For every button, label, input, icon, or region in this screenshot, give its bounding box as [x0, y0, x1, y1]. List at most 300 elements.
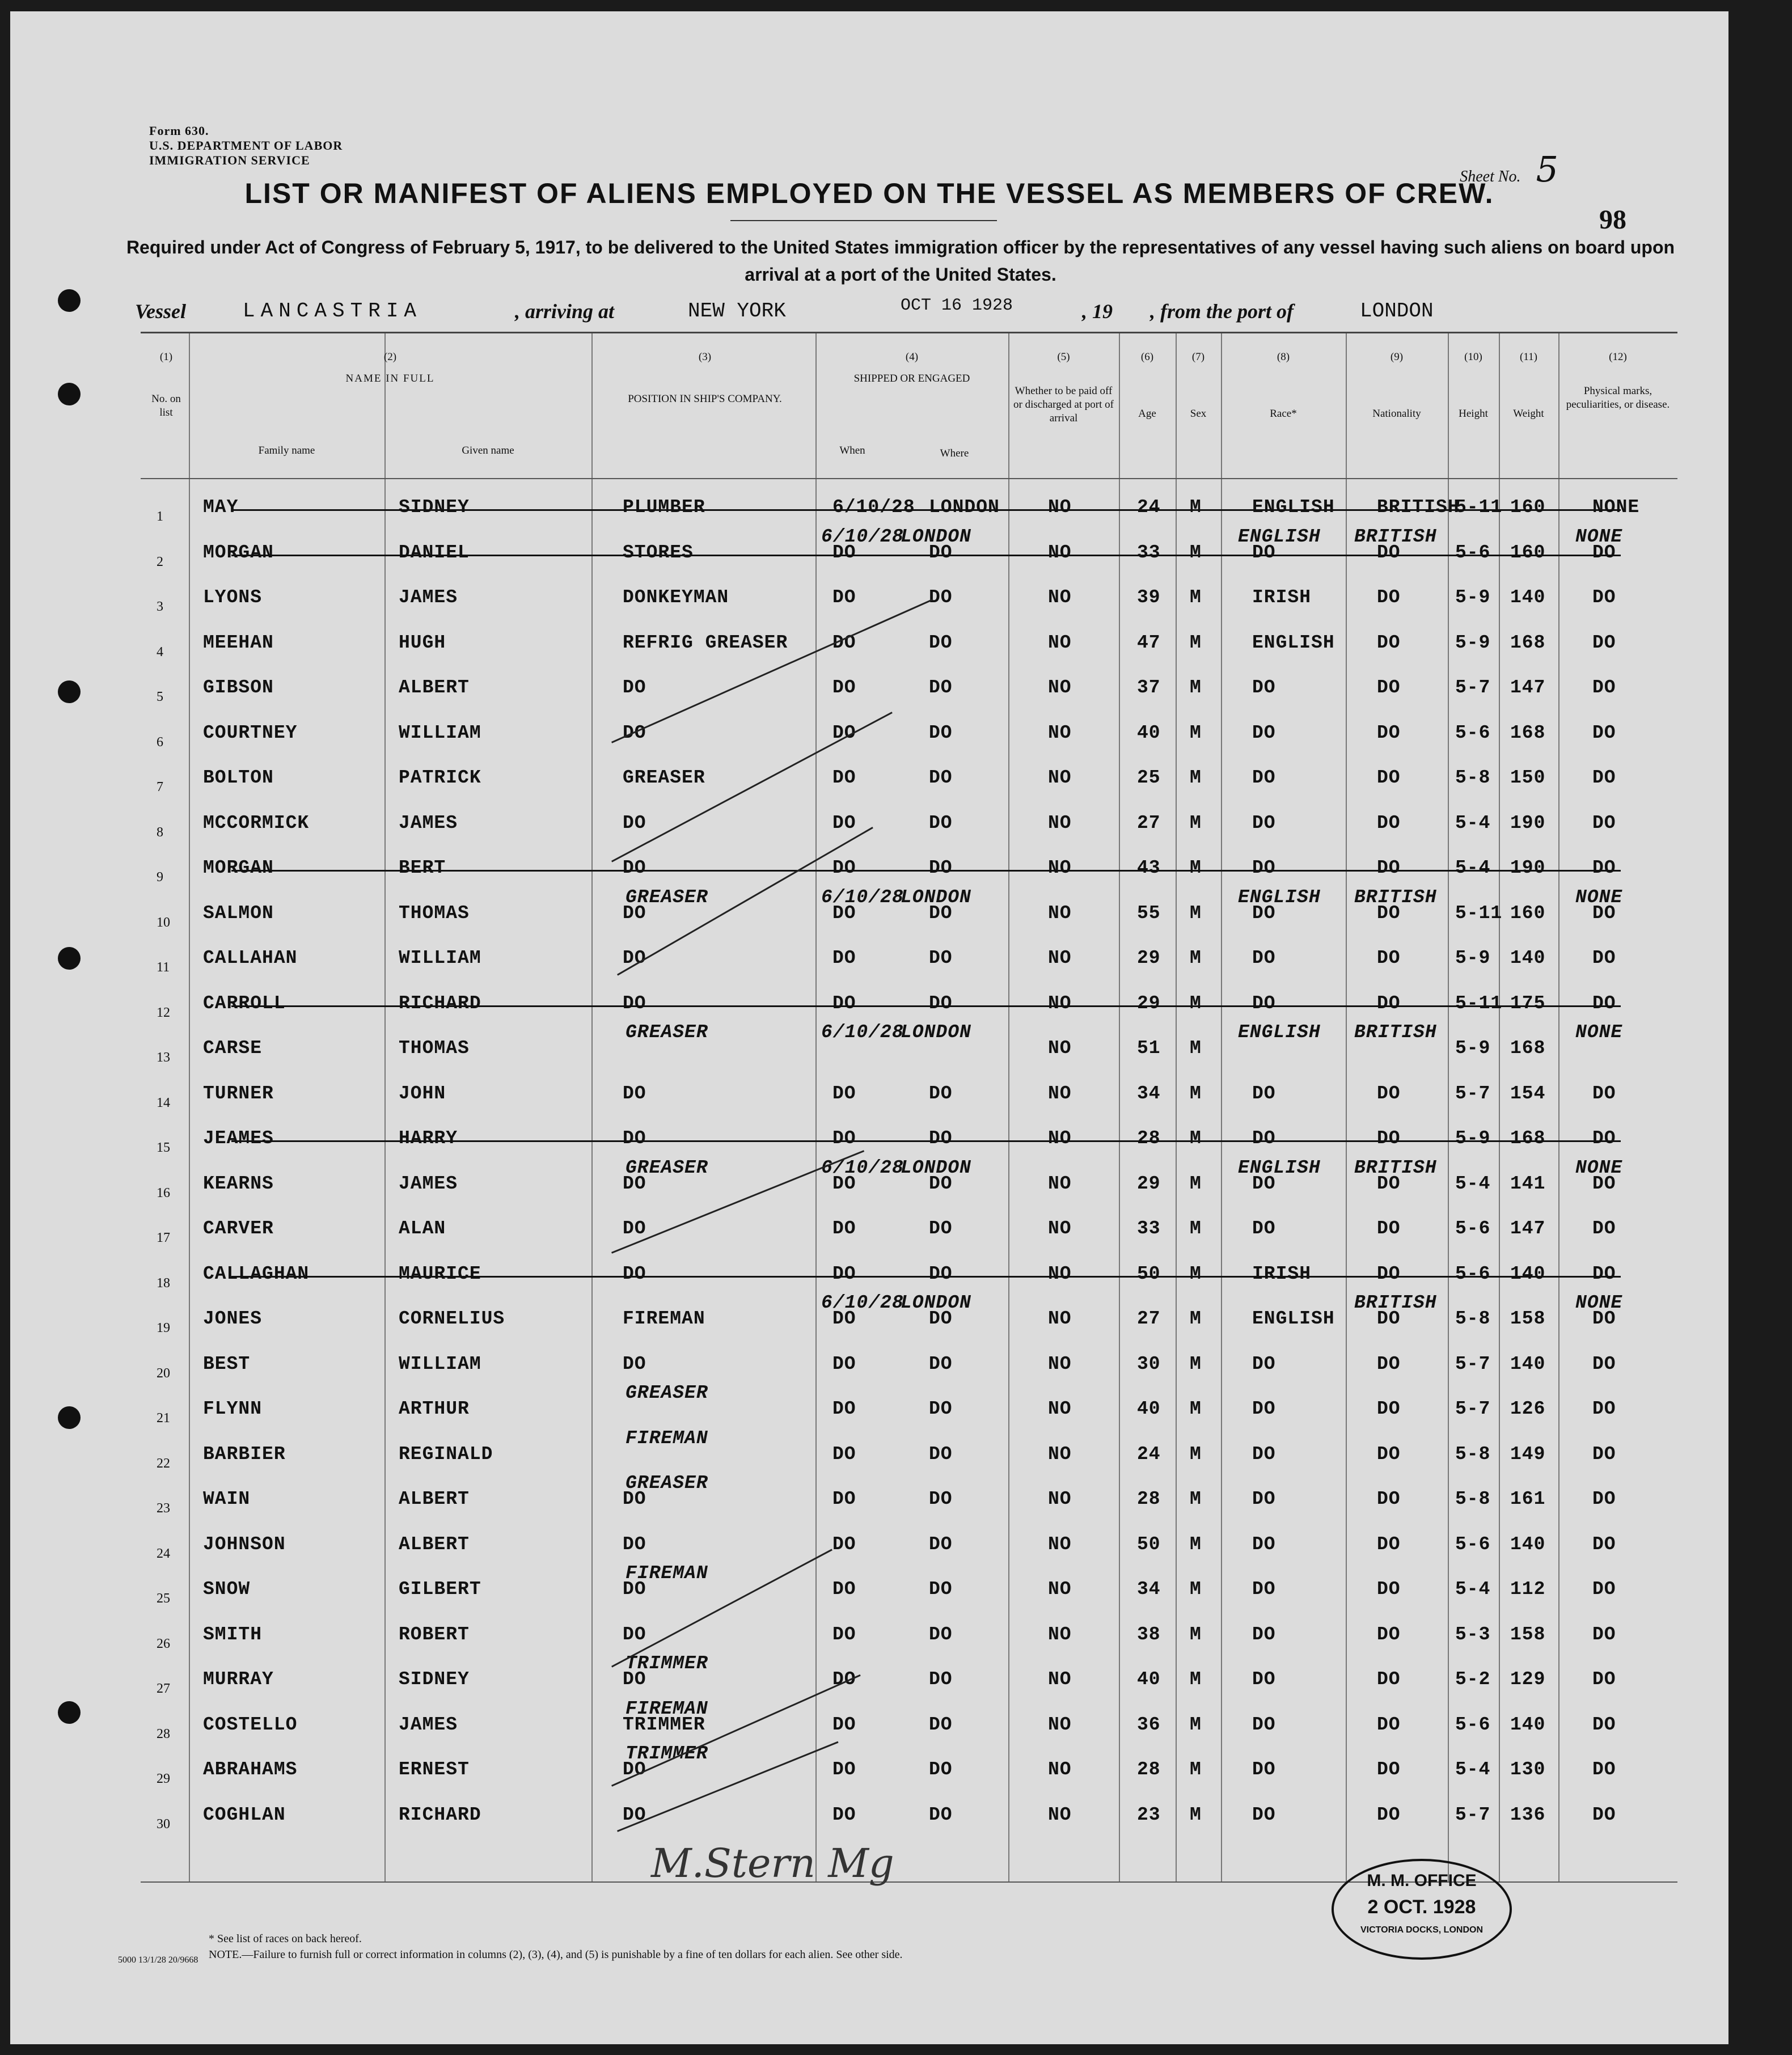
height: 5-6 — [1455, 542, 1491, 563]
row-number: 6 — [157, 734, 163, 750]
physical-marks: DO — [1592, 1579, 1616, 1600]
handwritten-where: LONDON — [901, 1022, 971, 1043]
given-name: WILLIAM — [399, 1353, 481, 1375]
handwritten-where: LONDON — [901, 1157, 971, 1178]
paid-off: NO — [1048, 1533, 1072, 1555]
handwritten-position: GREASER — [625, 1382, 708, 1403]
weight: 175 — [1510, 992, 1546, 1014]
shipped-where: DO — [929, 948, 953, 969]
vessel-label: Vessel — [135, 300, 186, 323]
form-header — [149, 124, 343, 168]
position: DO — [623, 1263, 646, 1284]
race: DO — [1252, 857, 1276, 878]
from-label: , from the port of — [1150, 300, 1294, 323]
crew-table — [141, 332, 1677, 1883]
shipped-when: DO — [832, 902, 856, 924]
race: DO — [1252, 1714, 1276, 1735]
weight: 158 — [1510, 1623, 1546, 1645]
age: 33 — [1137, 1218, 1161, 1239]
year-label: , 19 — [1082, 300, 1113, 323]
given-name: WILLIAM — [399, 722, 481, 743]
nationality: DO — [1377, 587, 1401, 608]
table-row — [141, 1343, 1677, 1389]
weight: 140 — [1510, 948, 1546, 969]
nationality: DO — [1377, 857, 1401, 878]
row-number: 13 — [157, 1050, 170, 1065]
shipped-where: DO — [929, 857, 953, 878]
col-number: (7) — [1191, 351, 1205, 363]
given-name: REGINALD — [399, 1443, 493, 1465]
race: DO — [1252, 1398, 1276, 1419]
family-name: CARROLL — [203, 992, 286, 1014]
race: IRISH — [1252, 587, 1312, 608]
punch-hole — [58, 289, 81, 312]
height: 5-7 — [1455, 1353, 1491, 1375]
punch-hole — [58, 680, 81, 703]
service: IMMIGRATION SERVICE — [149, 153, 310, 167]
nationality: DO — [1377, 1669, 1401, 1690]
family-name: MURRAY — [203, 1669, 274, 1690]
age: 23 — [1137, 1804, 1161, 1825]
position: TRIMMER — [623, 1714, 705, 1735]
family-name: CARVER — [203, 1218, 274, 1239]
row-number: 1 — [157, 509, 163, 524]
weight: 168 — [1510, 1128, 1546, 1149]
nationality: DO — [1377, 632, 1401, 653]
family-name: COSTELLO — [203, 1714, 298, 1735]
age: 28 — [1137, 1759, 1161, 1780]
table-row — [141, 1698, 1677, 1749]
paid-off: NO — [1048, 1308, 1072, 1329]
handwritten-position: GREASER — [625, 1157, 708, 1178]
given-name: CORNELIUS — [399, 1308, 505, 1329]
handwritten-nationality: BRITISH — [1354, 1022, 1437, 1043]
given-name: JAMES — [399, 812, 458, 834]
height: 5-4 — [1455, 1759, 1491, 1780]
paid-off: NO — [1048, 1443, 1072, 1465]
shipped-where: DO — [929, 1669, 953, 1690]
family-name-header: Family name — [258, 445, 315, 456]
weight: 126 — [1510, 1398, 1546, 1419]
age: 50 — [1137, 1263, 1161, 1284]
position: DO — [623, 1669, 646, 1690]
given-name: JAMES — [399, 587, 458, 608]
table-row — [141, 1563, 1677, 1614]
table-row — [141, 937, 1677, 983]
paid-off: NO — [1048, 1489, 1072, 1509]
paid-off: NO — [1048, 1669, 1072, 1690]
race: DO — [1252, 992, 1276, 1014]
race: DO — [1252, 1218, 1276, 1239]
nationality: DO — [1377, 1263, 1401, 1284]
page-title: LIST OR MANIFEST OF ALIENS EMPLOYED ON THE VESSEL AS MEMBERS OF CREW. — [244, 177, 1494, 209]
physical-marks: DO — [1592, 1218, 1616, 1239]
position: DO — [623, 902, 646, 924]
paid-off: NO — [1048, 1353, 1072, 1375]
physical-marks: DO — [1592, 1353, 1616, 1375]
row-number: 8 — [157, 824, 163, 840]
handwritten-position: GREASER — [625, 1022, 708, 1043]
weight: 154 — [1510, 1083, 1546, 1104]
age: 34 — [1137, 1083, 1161, 1104]
sex: M — [1190, 857, 1202, 878]
physical-marks: DO — [1592, 1443, 1616, 1465]
age: 28 — [1137, 1128, 1161, 1149]
position: DO — [623, 1489, 646, 1509]
family-name: SMITH — [203, 1623, 263, 1645]
sex: M — [1190, 1038, 1202, 1059]
height: 5-7 — [1455, 677, 1491, 698]
weight: 150 — [1510, 767, 1546, 788]
sex: M — [1190, 1263, 1202, 1284]
table-row — [141, 526, 1677, 577]
position: DO — [623, 1623, 646, 1645]
handwritten-position: FIREMAN — [625, 1698, 708, 1719]
nationality: DO — [1377, 1353, 1401, 1375]
sex: M — [1190, 1759, 1202, 1780]
given-name: SIDNEY — [399, 497, 470, 518]
sex: M — [1190, 1353, 1202, 1375]
shipped-when: DO — [832, 767, 856, 788]
sex: M — [1190, 1083, 1202, 1104]
weight: 140 — [1510, 587, 1546, 608]
paid-off: NO — [1048, 1804, 1072, 1825]
height: 5-11 — [1455, 992, 1503, 1014]
col-paid-off-label: Whether to be paid off or discharged at port of arrival — [1013, 385, 1114, 424]
height: 5-8 — [1455, 767, 1491, 788]
table-row — [141, 1208, 1677, 1253]
height: 5-9 — [1455, 632, 1491, 653]
race: DO — [1252, 948, 1276, 969]
race: DO — [1252, 1623, 1276, 1645]
shipped-where: DO — [929, 1308, 953, 1329]
handwritten-nationality: BRITISH — [1354, 1157, 1437, 1178]
col-sex-label: Sex — [1190, 408, 1207, 420]
shipped-when: DO — [832, 1669, 856, 1690]
paid-off: NO — [1048, 992, 1072, 1014]
physical-marks: DO — [1592, 677, 1616, 698]
family-name: JOHNSON — [203, 1533, 286, 1555]
handwritten-when: 6/10/28 — [821, 1292, 904, 1313]
weight: 158 — [1510, 1308, 1546, 1329]
shipped-where: DO — [929, 587, 953, 608]
position: DO — [623, 1533, 646, 1555]
weight: 160 — [1510, 542, 1546, 563]
shipped-where: DO — [929, 722, 953, 743]
family-name: JEAMES — [203, 1128, 274, 1149]
handwritten-position: TRIMMER — [625, 1743, 708, 1764]
col-10-header — [1448, 350, 1499, 421]
height: 5-9 — [1455, 1038, 1491, 1059]
row-number: 27 — [157, 1681, 170, 1696]
family-name: CALLAHAN — [203, 948, 298, 969]
age: 40 — [1137, 1398, 1161, 1419]
sex: M — [1190, 1398, 1202, 1419]
position: PLUMBER — [623, 497, 705, 518]
position: DO — [623, 992, 646, 1014]
age: 37 — [1137, 677, 1161, 698]
shipped-where: DO — [929, 1128, 953, 1149]
paid-off: NO — [1048, 767, 1072, 788]
shipped-when: DO — [832, 1308, 856, 1329]
height: 5-9 — [1455, 587, 1491, 608]
race: DO — [1252, 1669, 1276, 1690]
shipped-where: DO — [929, 992, 953, 1014]
sex: M — [1190, 812, 1202, 834]
table-row — [141, 1653, 1677, 1704]
nationality: DO — [1377, 1128, 1401, 1149]
handwritten-when: 6/10/28 — [821, 886, 904, 908]
age: 34 — [1137, 1579, 1161, 1600]
given-name: DANIEL — [399, 542, 470, 563]
position: FIREMAN — [623, 1308, 705, 1329]
given-name: PATRICK — [399, 767, 481, 788]
arrival-date-stamp: OCT 16 1928 — [901, 296, 1013, 315]
physical-marks: DO — [1592, 1804, 1616, 1825]
shipped-when: DO — [832, 1173, 856, 1194]
shipped-where: LONDON — [929, 497, 1000, 518]
age: 24 — [1137, 1443, 1161, 1465]
weight: 130 — [1510, 1759, 1546, 1780]
title-rule — [730, 220, 997, 221]
position: DO — [623, 1804, 646, 1825]
shipped-where: DO — [929, 1804, 953, 1825]
height: 5-6 — [1455, 1714, 1491, 1735]
vessel-name: LANCASTRIA — [243, 299, 422, 323]
table-row — [141, 1524, 1677, 1569]
physical-marks: DO — [1592, 1759, 1616, 1780]
physical-marks: DO — [1592, 992, 1616, 1014]
row-number: 15 — [157, 1140, 170, 1155]
given-name: SIDNEY — [399, 1669, 470, 1690]
family-name: COGHLAN — [203, 1804, 286, 1825]
given-name: ARTHUR — [399, 1398, 470, 1419]
family-name: KEARNS — [203, 1173, 274, 1194]
family-name: BARBIER — [203, 1443, 286, 1465]
table-row — [141, 1743, 1677, 1794]
row-number: 22 — [157, 1456, 170, 1471]
sex: M — [1190, 902, 1202, 924]
family-name: MAY — [203, 497, 239, 518]
weight: 112 — [1510, 1579, 1546, 1600]
race: ENGLISH — [1252, 632, 1335, 653]
shipped-when: DO — [832, 1128, 856, 1149]
nationality: DO — [1377, 1308, 1401, 1329]
paid-off: NO — [1048, 1083, 1072, 1104]
row-number: 7 — [157, 780, 163, 794]
col-race-label: Race* — [1270, 408, 1297, 420]
physical-marks: DO — [1592, 1083, 1616, 1104]
position: DO — [623, 1759, 646, 1780]
shipped-when: DO — [832, 542, 856, 563]
handwritten-marks: NONE — [1575, 526, 1623, 547]
given-name: GILBERT — [399, 1579, 481, 1600]
physical-marks: DO — [1592, 632, 1616, 653]
race: DO — [1252, 1804, 1276, 1825]
shipped-where: DO — [929, 767, 953, 788]
handwritten-marks: NONE — [1575, 1022, 1623, 1043]
physical-marks: DO — [1592, 767, 1616, 788]
given-name: ERNEST — [399, 1759, 470, 1780]
manifest-sheet — [10, 11, 1728, 2044]
shipped-when: DO — [832, 587, 856, 608]
physical-marks: DO — [1592, 722, 1616, 743]
height: 5-7 — [1455, 1083, 1491, 1104]
shipped-when: DO — [832, 1443, 856, 1465]
weight: 141 — [1510, 1173, 1546, 1194]
nationality: DO — [1377, 1533, 1401, 1555]
weight: 140 — [1510, 1263, 1546, 1284]
family-name: COURTNEY — [203, 722, 298, 743]
sex: M — [1190, 1714, 1202, 1735]
shipped-when: DO — [832, 1489, 856, 1509]
col-no-label: No. on list — [151, 393, 181, 418]
col-number: (5) — [1057, 351, 1070, 363]
physical-marks: DO — [1592, 1714, 1616, 1735]
col-weight-label: Weight — [1513, 408, 1544, 420]
row-number: 18 — [157, 1275, 170, 1291]
page-subtitle: Required under Act of Congress of February 5, 1917, to be delivered to the United States immigration officer by the representatives of any vessel having such aliens on board upon arrival at a port of the United States. — [126, 237, 1675, 285]
footnote-penalty: NOTE.—Failure to furnish full or correct information in columns (2), (3), (4), and (5) is punishable by a fine of ten dollars for each alien. See other side. — [209, 1948, 903, 1961]
race: DO — [1252, 1533, 1276, 1555]
handwritten-position: FIREMAN — [625, 1563, 708, 1584]
weight: 161 — [1510, 1489, 1546, 1509]
age: 33 — [1137, 542, 1161, 563]
given-name: ALBERT — [399, 1533, 470, 1555]
col-6-header — [1119, 350, 1176, 421]
physical-marks: DO — [1592, 1669, 1616, 1690]
nationality: DO — [1377, 1714, 1401, 1735]
shipped-when: DO — [832, 1083, 856, 1104]
shipped-where: DO — [929, 1579, 953, 1600]
position: DO — [623, 948, 646, 969]
weight: 190 — [1510, 812, 1546, 834]
table-row — [141, 886, 1677, 938]
table-row — [141, 802, 1677, 848]
height: 5-11 — [1455, 497, 1503, 518]
row-number: 12 — [157, 1005, 170, 1020]
position: DO — [623, 812, 646, 834]
physical-marks: DO — [1592, 857, 1616, 878]
nationality: DO — [1377, 1623, 1401, 1645]
paid-off: NO — [1048, 1218, 1072, 1239]
weight: 149 — [1510, 1443, 1546, 1465]
age: 51 — [1137, 1038, 1161, 1059]
given-name: JOHN — [399, 1083, 446, 1104]
given-name: JAMES — [399, 1714, 458, 1735]
height: 5-4 — [1455, 1579, 1491, 1600]
weight: 140 — [1510, 1533, 1546, 1555]
age: 47 — [1137, 632, 1161, 653]
paid-off: NO — [1048, 1038, 1072, 1059]
physical-marks: DO — [1592, 542, 1616, 563]
physical-marks: DO — [1592, 902, 1616, 924]
shipped-where: DO — [929, 1218, 953, 1239]
col-2-header — [189, 350, 591, 386]
height: 5-6 — [1455, 1218, 1491, 1239]
sex: M — [1190, 722, 1202, 743]
family-name: CARSE — [203, 1038, 263, 1059]
stamp-office: M. M. OFFICE — [1367, 1871, 1477, 1890]
table-row — [141, 667, 1677, 712]
handwritten-nationality: BRITISH — [1354, 886, 1437, 908]
age: 36 — [1137, 1714, 1161, 1735]
weight: 160 — [1510, 497, 1546, 518]
sex: M — [1190, 1173, 1202, 1194]
shipped-when: DO — [832, 1533, 856, 1555]
row-number: 23 — [157, 1501, 170, 1516]
race: DO — [1252, 1128, 1276, 1149]
age: 24 — [1137, 497, 1161, 518]
col-name-label: NAME IN FULL — [345, 373, 435, 384]
height: 5-9 — [1455, 948, 1491, 969]
nationality: DO — [1377, 542, 1401, 563]
handwritten-where: LONDON — [901, 1292, 971, 1313]
handwritten-marks: NONE — [1575, 1292, 1623, 1313]
height: 5-2 — [1455, 1669, 1491, 1690]
shipped-where: DO — [929, 1173, 953, 1194]
paid-off: NO — [1048, 1759, 1072, 1780]
age: 39 — [1137, 587, 1161, 608]
sex: M — [1190, 1533, 1202, 1555]
signature: M.Stern Mg — [651, 1840, 894, 1887]
paid-off: NO — [1048, 1263, 1072, 1284]
weight: 129 — [1510, 1669, 1546, 1690]
handwritten-race: ENGLISH — [1238, 886, 1321, 908]
physical-marks: DO — [1592, 1533, 1616, 1555]
punch-hole — [58, 1406, 81, 1429]
col-shipped-label: SHIPPED OR ENGAGED — [853, 373, 970, 384]
table-row — [141, 1073, 1677, 1118]
sex: M — [1190, 587, 1202, 608]
col-number: (10) — [1464, 351, 1482, 363]
age: 38 — [1137, 1623, 1161, 1645]
race: ENGLISH — [1252, 497, 1335, 518]
table-row — [141, 712, 1677, 758]
position: DO — [623, 677, 646, 698]
shipped-when: 6/10/28 — [832, 497, 915, 518]
row-number: 29 — [157, 1771, 170, 1786]
shipped-when: DO — [832, 677, 856, 698]
height: 5-8 — [1455, 1489, 1491, 1509]
height: 5-4 — [1455, 1173, 1491, 1194]
row-number: 10 — [157, 915, 170, 930]
family-name: MORGAN — [203, 857, 274, 878]
col-nationality-label: Nationality — [1372, 408, 1421, 420]
row-number: 3 — [157, 599, 163, 614]
weight: 160 — [1510, 902, 1546, 924]
nationality: DO — [1377, 812, 1401, 834]
shipped-where: DO — [929, 1083, 953, 1104]
nationality: DO — [1377, 1759, 1401, 1780]
race: DO — [1252, 1579, 1276, 1600]
physical-marks: DO — [1592, 1308, 1616, 1329]
handwritten-marks: NONE — [1575, 1157, 1623, 1178]
handwritten-where: LONDON — [901, 886, 971, 908]
age: 50 — [1137, 1533, 1161, 1555]
age: 27 — [1137, 1308, 1161, 1329]
position: DO — [623, 1083, 646, 1104]
given-name: ALAN — [399, 1218, 446, 1239]
weight: 168 — [1510, 632, 1546, 653]
handwritten-marks: NONE — [1575, 886, 1623, 908]
shipped-where: DO — [929, 1443, 953, 1465]
shipped-when: DO — [832, 1398, 856, 1419]
shipped-where: DO — [929, 1489, 953, 1509]
shipped-when: DO — [832, 1579, 856, 1600]
paid-off: NO — [1048, 857, 1072, 878]
nationality: DO — [1377, 1398, 1401, 1419]
